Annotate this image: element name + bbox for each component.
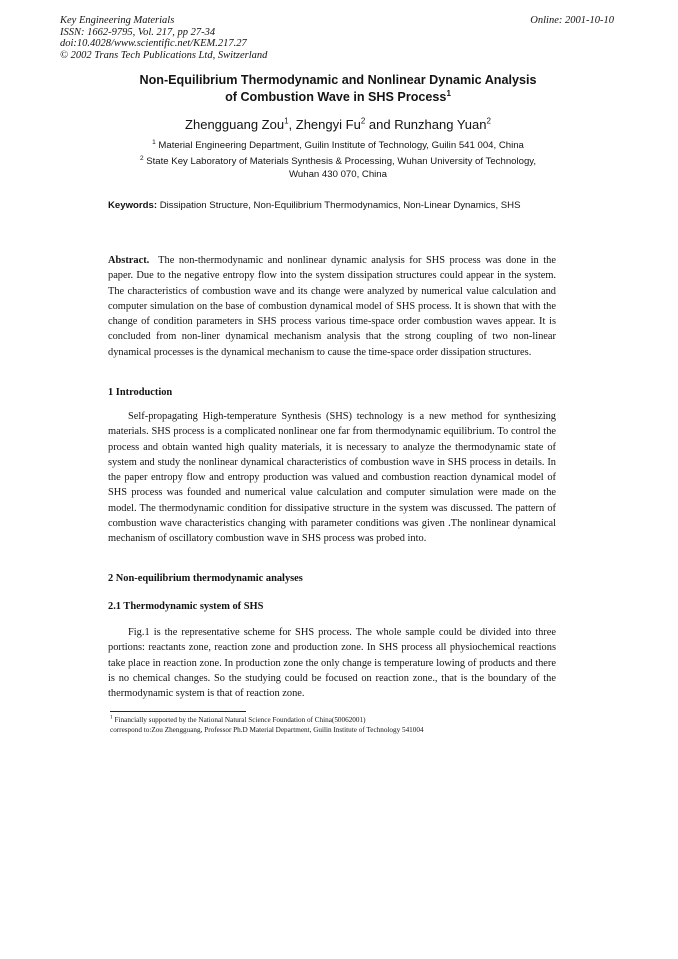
doi-line[interactable]: doi:10.4028/www.scientific.net/KEM.217.27: [60, 38, 247, 49]
author-mark: 2: [486, 116, 491, 126]
footnote-rule: [110, 711, 246, 712]
author-mark: 1: [284, 116, 289, 126]
issn-line: ISSN: 1662-9795, Vol. 217, pp 27-34: [60, 26, 216, 38]
author-mark: 2: [360, 116, 366, 126]
subsection-heading-thermodynamic-system: 2.1 Thermodynamic system of SHS: [108, 601, 264, 612]
title-footnote-mark: 1: [446, 88, 451, 98]
affiliation-mark: 1: [152, 138, 156, 146]
author-name: Zhengguang Zou: [185, 117, 285, 132]
author-name: Zhengyi Fu: [295, 117, 361, 132]
section-heading-introduction: 1 Introduction: [108, 387, 173, 398]
footnote-1-text: Financially supported by the National Natural Science Foundation of China(50062001): [114, 716, 366, 724]
affiliation-mark: 2: [139, 154, 144, 162]
abstract-label: Abstract.: [108, 255, 150, 266]
author-separator: and: [365, 117, 395, 132]
footnote-2: correspond to:Zou Zhengguang, Professor Ph.D Material Department, Guilin Institute of Technology 541004: [110, 726, 424, 734]
keywords-label: Keywords:: [108, 200, 158, 211]
keywords-text: Dissipation Structure, Non-Equilibrium Thermodynamics, Non-Linear Dynamics, SHS: [159, 200, 521, 211]
title-line-1: Non-Equilibrium Thermodynamic and Nonlinear Dynamic Analysis: [139, 73, 537, 87]
title-line-2-text: of Combustion Wave in SHS Process: [225, 90, 447, 104]
copyright-line: © 2002 Trans Tech Publications Ltd, Switzerland: [60, 49, 268, 61]
author-name: Runzhang Yuan: [394, 117, 487, 132]
paper-title: [60, 72, 616, 106]
affiliation-1: [60, 140, 616, 153]
affiliation-2-line-2: Wuhan 430 070, China: [289, 168, 387, 180]
footnote-1: [110, 716, 570, 726]
author-list: [60, 117, 616, 132]
abstract-text: The non-thermodynamic and nonlinear dynamic analysis for SHS process was done in the paper. Due to the negative entropy flow into the system dissipation structures could appear in the system. The characteristics of combustion wave and its change were analyzed by numerical value calculation and computer simulation on the base of combustion dynamical model of SHS process. It is shown that with the change of condition parameters in SHS process various time-space order combustion waves appear. It is concluded from non-liner dynamical mechanism analysis that the strong coupling of two non-linear dynamical processes is the dynamical mechanism to cause the time-space order dissipation structures.: [108, 255, 556, 358]
keywords: [108, 200, 568, 211]
affiliation-2-text: State Key Laboratory of Materials Synthesis & Processing, Wuhan University of Technology,: [146, 156, 537, 167]
author-separator: ,: [288, 117, 296, 132]
journal-name: Key Engineering Materials: [60, 15, 175, 26]
online-date: Online: 2001-10-10: [530, 15, 614, 26]
section-heading-nonequilibrium: 2 Non-equilibrium thermodynamic analyses: [108, 573, 303, 584]
title-line-2: [60, 89, 616, 106]
footnote-mark: 1: [110, 714, 113, 721]
introduction-paragraph: Self-propagating High-temperature Synthesis (SHS) technology is a new method for synthesizing materials. SHS process is a complicated nonlinear one far from thermodynamic equilibrium. To control the process and obtain wanted high quality materials, it is necessary to analyze the thermodynamic state of system and study the nonlinear dynamical characteristics of combustion wave in SHS process in details. In the paper entropy flow and entropy production was valued and combustion reaction dynamical model of SHS process was founded and numerical value calculation and computer simulation were made on the model. The thermodynamic condition for dissipative structure in the system was discussed. The pattern of combustion wave characteristics changing with parameter conditions was given .The nonlinear dynamical mechanism of oscillatory combustion wave in SHS process was probed into.: [108, 411, 556, 545]
affiliation-2: [60, 156, 616, 181]
abstract: [108, 253, 556, 360]
affiliation-2-line-1: [60, 156, 616, 169]
section-2-1-paragraph: Fig.1 is the representative scheme for SHS process. The whole sample could be divided into three portions: reactants zone, reaction zone and production zone. In SHS process all physiochemical reactions take place in reaction zone. In production zone the only change is temperature lowing of products and there is no chemical changes. So the studying could be focused on reaction zone., that is the boundary of the thermodynamic system is that of reaction zone.: [108, 627, 556, 700]
affiliation-1-text: Material Engineering Department, Guilin Institute of Technology, Guilin 541 004, China: [158, 140, 524, 151]
